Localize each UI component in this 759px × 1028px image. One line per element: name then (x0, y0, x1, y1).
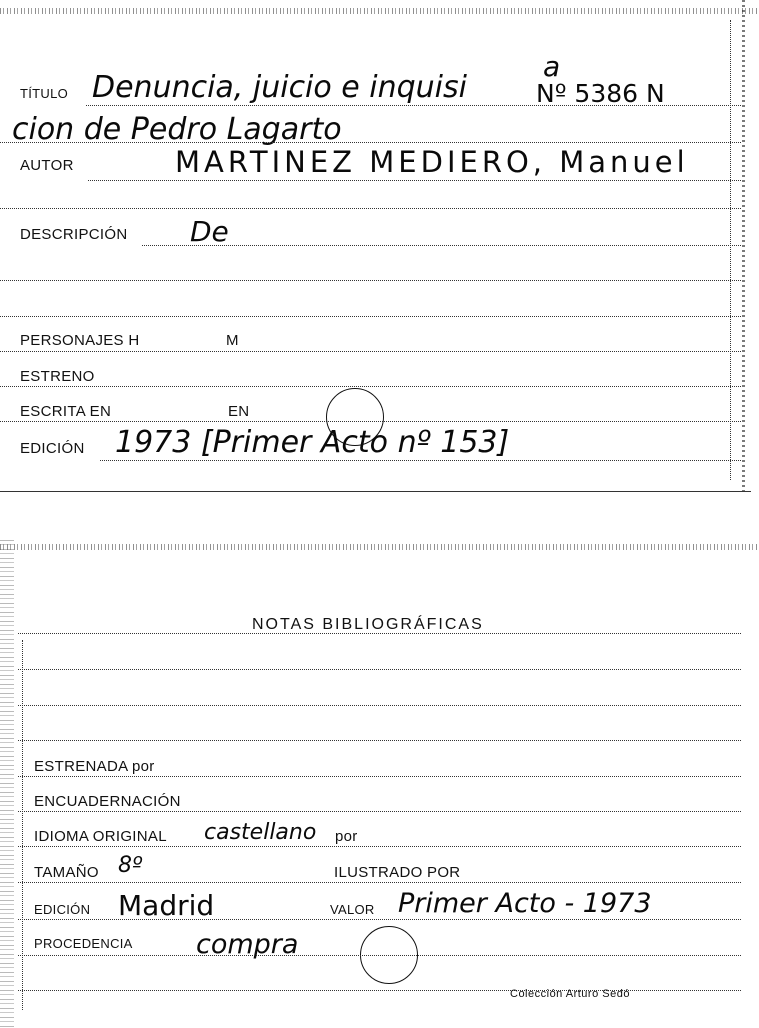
titulo-label: TÍTULO (20, 86, 69, 101)
numero-superscript: a (543, 50, 561, 83)
notas-rule-1 (18, 633, 741, 634)
personajes-m-label: M (226, 332, 239, 349)
catalog-card-front (0, 0, 759, 494)
notas-rule-3 (18, 705, 741, 706)
estreno-rule (0, 386, 741, 387)
estreno-label: ESTRENO (20, 368, 95, 385)
procedencia-rule (18, 955, 741, 956)
catalog-card-back (0, 540, 759, 1028)
notas-rule-2 (18, 669, 741, 670)
notas-rule-4 (18, 740, 741, 741)
en-label: EN (228, 403, 250, 420)
titulo-value-line1: Denuncia, juicio e inquisi (92, 70, 467, 105)
left-margin-dots (22, 640, 23, 1010)
estrenada-por-label: ESTRENADA por (34, 758, 155, 775)
scan-noise-top-back (0, 544, 759, 550)
procedencia-value: compra (196, 929, 299, 960)
estrenada-rule (18, 776, 741, 777)
edicion-value: 1973 [Primer Acto nº 153] (115, 425, 510, 460)
tamano-label: TAMAÑO (34, 864, 99, 881)
blank-rule-3 (0, 316, 741, 317)
registro-numero: Nº 5386 N (536, 79, 665, 108)
edicion-back-rule (18, 919, 741, 920)
right-margin-dots (730, 20, 731, 480)
descripcion-value: De (190, 215, 229, 248)
edicion-label: EDICIÓN (20, 440, 85, 457)
encuadernacion-rule (18, 811, 741, 812)
autor-rule (88, 180, 741, 181)
edicion-back-label: EDICIÓN (34, 902, 91, 917)
idioma-original-label: IDIOMA ORIGINAL (34, 828, 167, 845)
titulo-value-line2: cion de Pedro Lagarto (12, 112, 342, 147)
personajes-rule (0, 351, 741, 352)
idioma-original-value: castellano (204, 820, 317, 845)
encuadernacion-label: ENCUADERNACIÓN (34, 793, 181, 810)
notas-heading: NOTAS BIBLIOGRÁFICAS (252, 616, 484, 633)
titulo-rule (86, 105, 741, 106)
descripcion-label: DESCRIPCIÓN (20, 226, 128, 243)
valor-label: VALOR (330, 902, 375, 917)
ilustrado-por-label: ILUSTRADO POR (334, 864, 461, 881)
descripcion-rule (142, 245, 741, 246)
scan-noise-left (0, 540, 14, 1028)
tamano-value: 8º (118, 853, 143, 878)
blank-rule-2 (0, 280, 741, 281)
card-front-border (0, 491, 751, 492)
personajes-h-label: PERSONAJES H (20, 332, 140, 349)
tamano-rule (18, 882, 741, 883)
autor-value: MARTINEZ MEDIERO, Manuel (175, 145, 689, 179)
edicion-back-value: Madrid (118, 889, 215, 922)
escrita-en-label: ESCRITA EN (20, 403, 112, 420)
scan-noise-right (742, 0, 745, 494)
idioma-rule (18, 846, 741, 847)
valor-value: Primer Acto - 1973 (398, 888, 652, 919)
autor-label: AUTOR (20, 157, 74, 174)
coleccion-footer: Colección Arturo Sedó (510, 988, 630, 1000)
titulo-rule-2 (0, 142, 741, 143)
procedencia-label: PROCEDENCIA (34, 936, 133, 951)
blank-rule-1 (0, 208, 741, 209)
edicion-rule (100, 460, 741, 461)
scan-noise-top (0, 8, 759, 14)
idioma-por-label: por (335, 828, 358, 845)
bottom-rule (18, 990, 741, 991)
